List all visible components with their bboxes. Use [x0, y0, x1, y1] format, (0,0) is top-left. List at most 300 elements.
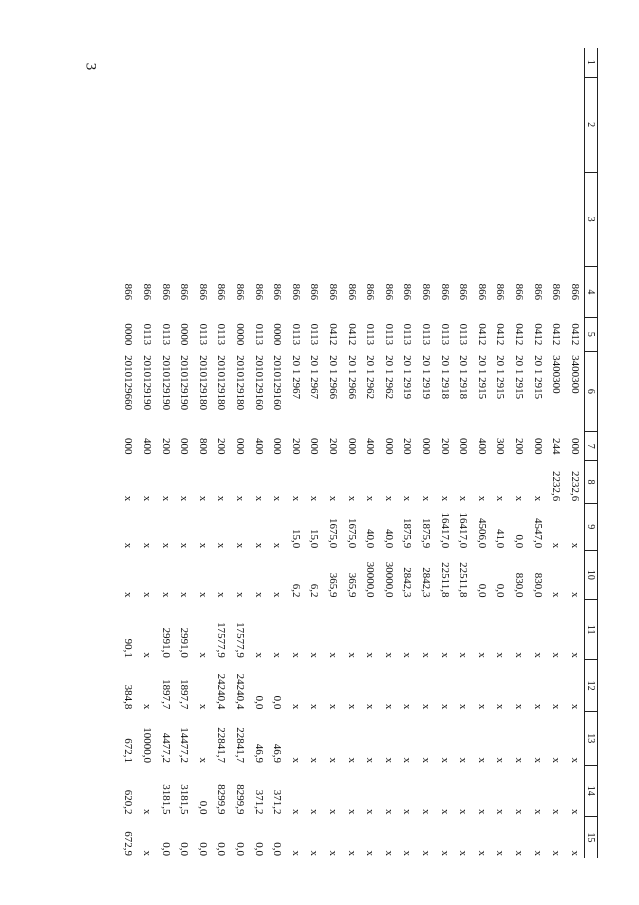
table-row: [268, 48, 287, 858]
table-cell: x: [196, 591, 209, 598]
table-cell: 2232,6: [568, 471, 581, 502]
table-cell: 15,0: [289, 529, 302, 549]
table-row: [472, 48, 491, 858]
table-cell: x: [141, 495, 154, 502]
table-cell: x: [234, 495, 247, 502]
table-cell: [324, 48, 343, 77]
table-cell: 20 1 2967: [289, 355, 302, 400]
table-cell: x: [438, 703, 451, 710]
header-row: [585, 48, 598, 858]
table-cell: x: [401, 495, 414, 502]
table-cell: 90,1: [122, 638, 135, 658]
table-cell: [361, 172, 380, 266]
column-header-7: 7: [585, 432, 598, 461]
table-cell: x: [419, 652, 432, 658]
table-cell: [342, 77, 361, 172]
table-cell: x: [215, 495, 228, 502]
table-cell: [472, 48, 491, 77]
table-cell: x: [382, 757, 395, 764]
table-cell: x: [550, 703, 563, 710]
table-cell: 200: [512, 437, 525, 455]
column-header-14: 14: [585, 765, 598, 816]
table-cell: x: [234, 591, 247, 598]
table-cell: [231, 48, 250, 77]
table-cell: x: [326, 757, 339, 764]
table-row: [231, 48, 250, 858]
column-header-10: 10: [585, 550, 598, 599]
table-cell: x: [196, 495, 209, 502]
table-cell: 000: [531, 437, 544, 455]
table-cell: 866: [475, 283, 488, 301]
table-cell: 0000: [178, 323, 191, 346]
table-cell: 200: [326, 437, 339, 455]
column-header-15: 15: [585, 816, 598, 858]
table-cell: [119, 77, 138, 172]
table-cell: x: [550, 542, 563, 549]
table-cell: 46,9: [271, 743, 284, 764]
table-cell: [547, 172, 566, 266]
table-cell: 866: [531, 283, 544, 301]
table-cell: x: [159, 495, 172, 502]
table-cell: 2010129160: [271, 355, 284, 411]
table-cell: x: [326, 495, 339, 502]
table-cell: x: [141, 542, 154, 549]
table-cell: [138, 172, 157, 266]
table-cell: 200: [215, 437, 228, 455]
table-cell: x: [457, 652, 470, 658]
table-cell: 0113: [438, 323, 451, 346]
table-cell: x: [550, 652, 563, 658]
table-cell: 000: [457, 437, 470, 455]
table-cell: [305, 172, 324, 266]
table-cell: 3181,5: [159, 784, 172, 815]
table-cell: 2010129180: [196, 355, 209, 411]
table-cell: [212, 48, 231, 77]
table-cell: x: [141, 703, 154, 710]
column-header-9: 9: [585, 503, 598, 550]
table-cell: [528, 77, 547, 172]
table-cell: x: [289, 703, 302, 710]
table-cell: 24240,4: [215, 673, 228, 710]
table-cell: 20 1 2915: [531, 355, 544, 400]
table-cell: 400: [252, 437, 265, 455]
table-cell: 866: [550, 283, 563, 301]
table-cell: x: [401, 652, 414, 658]
table-cell: x: [568, 652, 581, 658]
table-cell: x: [494, 850, 507, 856]
table-cell: x: [215, 591, 228, 598]
table-cell: 000: [178, 437, 191, 455]
column-header-6: 6: [585, 351, 598, 432]
table-cell: [249, 48, 268, 77]
table-cell: x: [252, 542, 265, 549]
table-cell: 866: [457, 283, 470, 301]
table-cell: x: [271, 591, 284, 598]
table-cell: x: [141, 850, 154, 856]
table-row: [565, 48, 584, 858]
table-cell: 3400300: [568, 355, 581, 394]
table-cell: x: [308, 652, 321, 658]
table-cell: x: [401, 808, 414, 815]
table-cell: x: [252, 652, 265, 658]
table-cell: [287, 77, 306, 172]
table-cell: 365,9: [326, 572, 339, 598]
table-cell: [398, 48, 417, 77]
table-cell: [305, 48, 324, 77]
table-cell: x: [494, 652, 507, 658]
table-cell: x: [512, 850, 525, 856]
table-cell: 866: [215, 283, 228, 301]
table-cell: 8299,9: [215, 784, 228, 815]
table-row: [287, 48, 306, 858]
table-cell: 866: [364, 283, 377, 301]
table-cell: x: [531, 652, 544, 658]
table-cell: x: [345, 757, 358, 764]
table-cell: x: [289, 652, 302, 658]
table-cell: [565, 48, 584, 77]
table-cell: x: [271, 542, 284, 549]
table-cell: [435, 77, 454, 172]
table-cell: 0,0: [196, 842, 209, 856]
table-cell: [454, 172, 473, 266]
table-cell: x: [345, 703, 358, 710]
rotated-table-wrapper: [114, 48, 598, 858]
table-cell: 0113: [141, 323, 154, 346]
table-cell: 2842,3: [401, 567, 414, 598]
table-cell: x: [401, 850, 414, 856]
table-cell: 866: [438, 283, 451, 301]
table-cell: 866: [494, 283, 507, 301]
table-cell: x: [550, 850, 563, 856]
table-cell: 866: [401, 283, 414, 301]
column-header-8: 8: [585, 461, 598, 504]
table-cell: x: [326, 808, 339, 815]
table-cell: [156, 172, 175, 266]
table-cell: x: [531, 757, 544, 764]
table-cell: 0113: [419, 323, 432, 346]
table-cell: [194, 77, 213, 172]
table-cell: x: [252, 495, 265, 502]
table-cell: 1875,9: [419, 518, 432, 549]
table-cell: 1675,0: [345, 518, 358, 549]
table-cell: x: [364, 495, 377, 502]
column-header-1: 1: [585, 48, 598, 77]
table-cell: 40,0: [382, 529, 395, 549]
table-row: [510, 48, 529, 858]
table-cell: 866: [382, 283, 395, 301]
table-cell: 22841,7: [215, 727, 228, 764]
table-cell: x: [550, 808, 563, 815]
table-cell: 200: [438, 437, 451, 455]
table-cell: 0113: [252, 323, 265, 346]
table-cell: x: [308, 850, 321, 856]
table-cell: 0,0: [271, 695, 284, 710]
table-cell: 2232,6: [550, 471, 563, 502]
table-cell: 400: [475, 437, 488, 455]
table-cell: 0,0: [196, 800, 209, 815]
table-cell: x: [568, 808, 581, 815]
table-cell: 10000,0: [141, 727, 154, 764]
table-cell: [417, 48, 436, 77]
table-cell: 200: [401, 437, 414, 455]
table-cell: [305, 77, 324, 172]
table-cell: [528, 172, 547, 266]
table-cell: 000: [234, 437, 247, 455]
table-cell: 6,2: [289, 583, 302, 598]
table-cell: 24240,4: [234, 673, 247, 710]
table-cell: [138, 77, 157, 172]
table-cell: 400: [364, 437, 377, 455]
column-header-3: 3: [585, 172, 598, 266]
table-cell: [528, 48, 547, 77]
table-cell: [491, 77, 510, 172]
table-cell: 000: [345, 437, 358, 455]
table-cell: 0113: [364, 323, 377, 346]
table-cell: x: [382, 850, 395, 856]
table-cell: x: [531, 850, 544, 856]
table-cell: [472, 172, 491, 266]
table-cell: x: [457, 495, 470, 502]
table-cell: [491, 48, 510, 77]
table-cell: 22511,8: [457, 562, 470, 598]
table-cell: x: [382, 808, 395, 815]
table-cell: x: [308, 808, 321, 815]
table-cell: [268, 48, 287, 77]
table-cell: x: [568, 542, 581, 549]
table-cell: [231, 77, 250, 172]
table-cell: 866: [159, 283, 172, 301]
table-cell: x: [345, 652, 358, 658]
table-cell: [156, 48, 175, 77]
table-cell: [454, 77, 473, 172]
table-cell: 2010129190: [141, 355, 154, 411]
table-cell: 866: [196, 283, 209, 301]
table-cell: x: [364, 757, 377, 764]
table-cell: 0000: [234, 323, 247, 346]
table-cell: x: [550, 591, 563, 598]
table-cell: 0412: [531, 323, 544, 346]
table-cell: [119, 48, 138, 77]
table-cell: x: [419, 703, 432, 710]
table-cell: 866: [512, 283, 525, 301]
table-cell: 400: [141, 437, 154, 455]
table-cell: x: [438, 850, 451, 856]
table-cell: 384,8: [122, 684, 135, 710]
table-cell: 0,0: [512, 534, 525, 549]
table-cell: 20 1 2967: [308, 355, 321, 400]
table-row: [435, 48, 454, 858]
table-cell: 0,0: [159, 842, 172, 856]
table-cell: x: [550, 757, 563, 764]
table-cell: 866: [308, 283, 321, 301]
table-cell: [510, 77, 529, 172]
table-cell: 20 1 2918: [438, 355, 451, 400]
table-cell: 0412: [326, 323, 339, 346]
table-cell: 20 1 2966: [326, 355, 339, 400]
table-cell: [231, 172, 250, 266]
table-cell: 3181,5: [178, 784, 191, 815]
table-row: [398, 48, 417, 858]
table-cell: 17577,9: [215, 622, 228, 658]
table-cell: x: [512, 703, 525, 710]
table-cell: 830,0: [512, 572, 525, 598]
table-cell: 0412: [568, 323, 581, 346]
table-cell: [361, 77, 380, 172]
table-cell: x: [364, 808, 377, 815]
table-cell: x: [512, 757, 525, 764]
table-cell: 0113: [457, 323, 470, 346]
table-cell: [510, 48, 529, 77]
table-cell: x: [345, 850, 358, 856]
table-cell: 0412: [345, 323, 358, 346]
table-cell: x: [475, 652, 488, 658]
table-cell: x: [364, 652, 377, 658]
table-cell: 0,0: [494, 583, 507, 598]
table-cell: 866: [289, 283, 302, 301]
table-cell: 2010129160: [252, 355, 265, 411]
table-cell: [175, 48, 194, 77]
table-cell: x: [326, 652, 339, 658]
table-cell: x: [252, 591, 265, 598]
table-cell: x: [401, 703, 414, 710]
table-cell: 46,9: [252, 743, 265, 764]
table-cell: 620,2: [122, 789, 135, 815]
table-row: [324, 48, 343, 858]
table-cell: 4506,0: [475, 518, 488, 549]
table-cell: 22511,8: [438, 562, 451, 598]
table-cell: 0,0: [252, 695, 265, 710]
table-cell: 20 1 2915: [475, 355, 488, 400]
table-cell: [249, 77, 268, 172]
column-header-13: 13: [585, 711, 598, 765]
table-cell: [342, 48, 361, 77]
table-cell: x: [159, 542, 172, 549]
table-cell: [510, 172, 529, 266]
table-cell: x: [178, 495, 191, 502]
table-cell: 866: [326, 283, 339, 301]
table-cell: 365,9: [345, 572, 358, 598]
table-cell: x: [475, 808, 488, 815]
table-cell: x: [438, 652, 451, 658]
table-body: [119, 48, 584, 858]
table-cell: 2010129180: [234, 355, 247, 411]
table-cell: x: [512, 808, 525, 815]
table-cell: 000: [122, 437, 135, 455]
table-cell: x: [234, 542, 247, 549]
table-cell: 0,0: [252, 842, 265, 856]
table-cell: x: [475, 757, 488, 764]
table-cell: [379, 172, 398, 266]
table-cell: 300: [494, 437, 507, 455]
table-cell: [268, 77, 287, 172]
table-cell: x: [457, 850, 470, 856]
table-cell: x: [568, 591, 581, 598]
table-cell: [175, 172, 194, 266]
table-cell: 0412: [475, 323, 488, 346]
table-cell: x: [289, 808, 302, 815]
table-cell: [379, 77, 398, 172]
table-cell: x: [289, 495, 302, 502]
table-cell: x: [382, 703, 395, 710]
table-cell: x: [457, 703, 470, 710]
table-cell: 866: [568, 283, 581, 301]
table-cell: 2010129660: [122, 355, 135, 411]
table-row: [417, 48, 436, 858]
table-cell: x: [308, 495, 321, 502]
table-cell: 16417,0: [457, 512, 470, 549]
table-cell: x: [159, 591, 172, 598]
table-cell: 000: [568, 437, 581, 455]
table-cell: 30000,0: [382, 561, 395, 598]
table-cell: 0113: [289, 323, 302, 346]
budget-table: [119, 48, 598, 858]
table-cell: 2842,3: [419, 567, 432, 598]
table-row: [305, 48, 324, 858]
table-cell: 22841,7: [234, 727, 247, 764]
column-header-2: 2: [585, 77, 598, 172]
table-cell: x: [494, 808, 507, 815]
table-row: [194, 48, 213, 858]
table-cell: 244: [550, 437, 563, 455]
table-cell: 830,0: [531, 572, 544, 598]
table-row: [547, 48, 566, 858]
table-cell: x: [122, 542, 135, 549]
table-cell: 2010129190: [159, 355, 172, 411]
table-cell: [212, 77, 231, 172]
table-cell: 2010129180: [215, 355, 228, 411]
table-cell: 16417,0: [438, 512, 451, 549]
table-cell: 0113: [196, 323, 209, 346]
table-cell: 41,0: [494, 529, 507, 549]
table-cell: 20 1 2915: [494, 355, 507, 400]
table-cell: x: [196, 542, 209, 549]
table-cell: [119, 172, 138, 266]
table-cell: 20 1 2962: [364, 355, 377, 400]
table-cell: 866: [419, 283, 432, 301]
table-cell: 000: [271, 437, 284, 455]
table-cell: x: [382, 652, 395, 658]
table-cell: 371,2: [252, 789, 265, 815]
table-row: [119, 48, 138, 858]
table-cell: x: [531, 495, 544, 502]
table-cell: x: [419, 850, 432, 856]
table-cell: x: [568, 850, 581, 856]
table-cell: x: [196, 757, 209, 764]
table-cell: 0000: [122, 323, 135, 346]
table-cell: 2010129190: [178, 355, 191, 411]
table-cell: [175, 77, 194, 172]
table-cell: [212, 172, 231, 266]
table-cell: 6,2: [308, 583, 321, 598]
table-cell: x: [475, 495, 488, 502]
table-row: [212, 48, 231, 858]
table-cell: x: [122, 495, 135, 502]
table-cell: 200: [159, 437, 172, 455]
table-cell: x: [364, 703, 377, 710]
table-cell: x: [382, 495, 395, 502]
table-cell: x: [568, 703, 581, 710]
table-cell: x: [419, 808, 432, 815]
table-cell: x: [364, 850, 377, 856]
table-cell: 0412: [512, 323, 525, 346]
table-row: [361, 48, 380, 858]
table-cell: x: [141, 591, 154, 598]
table-cell: x: [494, 757, 507, 764]
table-row: [249, 48, 268, 858]
table-cell: x: [438, 757, 451, 764]
table-cell: 672,1: [122, 738, 135, 764]
table-row: [156, 48, 175, 858]
